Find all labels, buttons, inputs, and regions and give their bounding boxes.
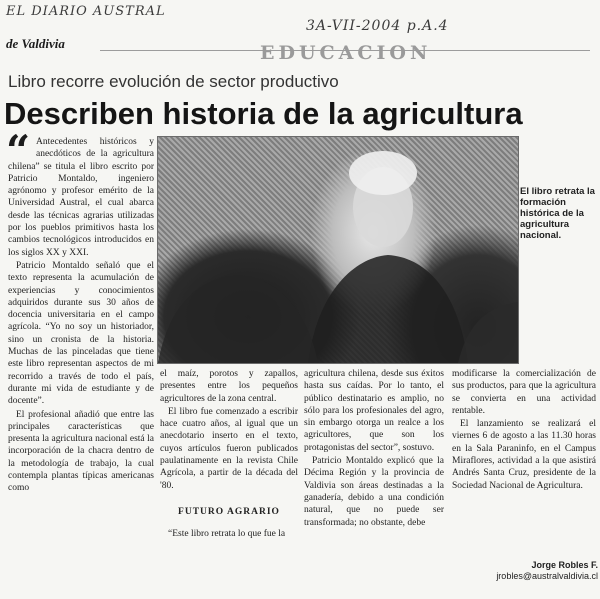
section-title: EDUCACION bbox=[260, 42, 432, 64]
paragraph: El profesional añadió que entre las principales características que presenta la agricultura nacional está la incorporación de la chacra dentro de la metodología de trabajo, la cual contempla plantas típicas americanas como bbox=[8, 409, 154, 494]
paragraph: Patricio Montaldo explicó que la Décima Región y la provincia de Valdivia son áreas destinadas a la ganadería, debido a una condición natural, que no puede ser transformada; no obstante, debe bbox=[304, 456, 444, 528]
paragraph: Patricio Montaldo señaló que el texto representa la acumulación de experiencias y conocimientos adquiridos durante sus 30 años de docencia universitaria en el campo agrícola. “Yo no soy un historiador, sino un cronista de la historia. Muchas de las pinceladas que tiene este libro representan aspectos de mi recorrido a través de todo el país, durante mi vida de estudiante y de docente”. bbox=[8, 260, 154, 407]
article-column-left bbox=[8, 136, 154, 596]
handwritten-date-note: 3A-VII-2004 p.A.4 bbox=[306, 18, 449, 34]
article-column-middle-1 bbox=[160, 368, 298, 596]
photo-figures bbox=[158, 137, 518, 363]
handwritten-source-note: EL DIARIO AUSTRAL bbox=[6, 4, 166, 19]
article-headline: Describen historia de la agricultura bbox=[4, 96, 523, 131]
byline bbox=[462, 560, 598, 582]
byline-name: Jorge Robles F. bbox=[531, 560, 598, 570]
paragraph: agricultura chilena, desde sus éxitos hasta sus caídas. Por lo tanto, el público destinatario es amplio, no sólo para los profesionales del agro, sin embargo otorga un realce a los agricultores, que son los protagonistas del sector”, sostuvo. bbox=[304, 369, 444, 453]
paragraph: El libro fue comenzado a escribir hace cuatro años, al igual que un anecdotario inserto en el texto, cuyos artículos fueron publicados paulatinamente en la revista Chile Agrícola, a partir de la década del '80. bbox=[160, 406, 298, 491]
subheading: FUTURO AGRARIO bbox=[178, 506, 280, 517]
photo-caption: El libro retrata la formación histórica de la agricultura nacional. bbox=[520, 186, 595, 241]
paragraph: Antecedentes históricos y anecdóticos de la agricultura chilena” se titula el libro escrito por Patricio Montaldo, ingeniero agrónomo y profesor emérito de la Universidad Austral, el cual abarca desde las técnicas agrarias utilizadas por los pueblos primitivos hasta los cambios tecnológicos introducidos en los siglos XX y XXI. bbox=[8, 137, 154, 258]
article-column-right bbox=[452, 368, 596, 558]
paragraph: el maíz, porotos y zapallos, presentes entre los pequeños agricultores de la zona central. bbox=[160, 369, 298, 404]
article-kicker: Libro recorre evolución de sector productivo bbox=[8, 72, 339, 91]
byline-email: jrobles@australvaldivia.cl bbox=[496, 571, 598, 581]
paragraph: modificarse la comercialización de sus productos, para que la agricultura se convierta en una actividad rentable. bbox=[452, 369, 596, 416]
article-photo bbox=[157, 136, 519, 364]
edition-label: de Valdivia bbox=[6, 36, 65, 51]
paragraph: El lanzamiento se realizará el viernes 6 de agosto a las 11.30 horas en la Sala Paraninfo, en el Campus Miraflores, actividad a la que asistirá Andrés Santa Cruz, presidente de la Sociedad Nacional de Agricultura. bbox=[452, 419, 596, 491]
opening-quote-mark: “ bbox=[6, 126, 31, 175]
article-column-middle-2 bbox=[304, 368, 444, 596]
paragraph: “Este libro retrata lo que fue la bbox=[168, 529, 286, 540]
